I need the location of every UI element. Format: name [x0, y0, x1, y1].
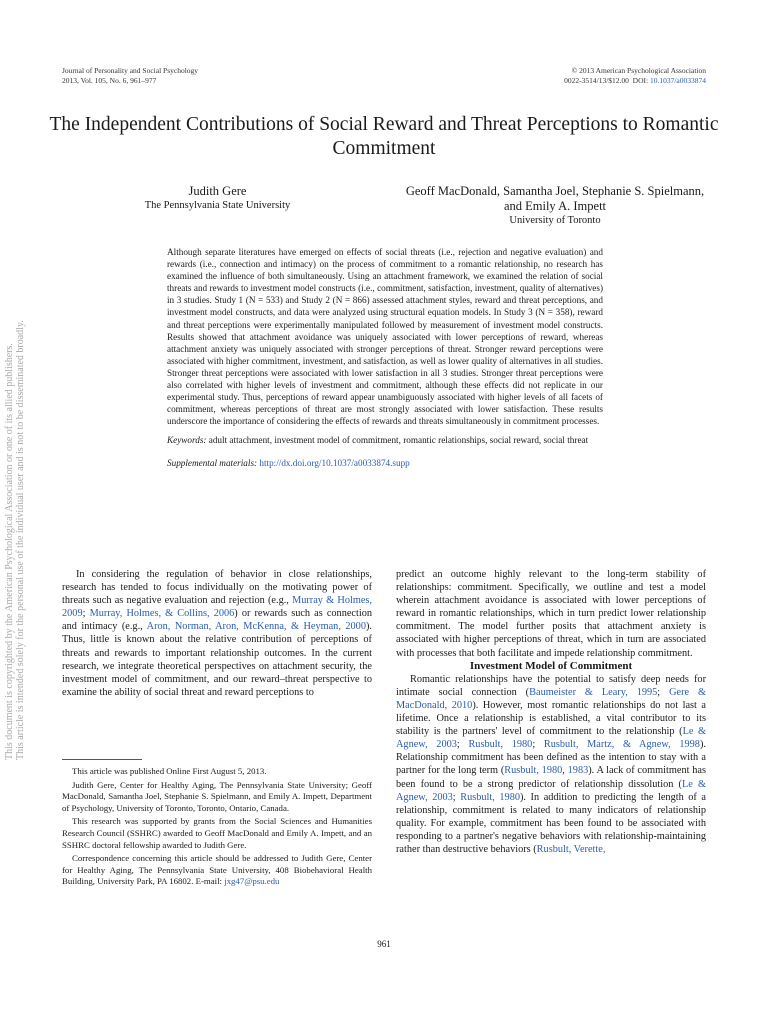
supplemental-link[interactable]: http://dx.doi.org/10.1037/a0033874.supp [259, 457, 410, 468]
citation-link[interactable]: Gere & MacDonald, 2010 [396, 686, 707, 711]
citation-link[interactable]: Murray, Holmes, & Collins, 2006 [89, 608, 235, 620]
footnote: This article was published Online First August 5, 2013. [72, 766, 267, 776]
author-names: Judith Gere [188, 184, 247, 198]
copyright-line: © 2013 American Psychological Association [571, 66, 706, 75]
citation-link[interactable]: Murray & Holmes, 2009 [62, 595, 372, 620]
keywords-label: Keywords: [167, 435, 207, 446]
footnote-text: Correspondence concerning this article should be addressed to Judith Gere, Center for Healthy Aging, The Pennsylvania State University, 408 Biobehavioral Health Building, University Park, PA 16802. E-mail: [62, 853, 372, 887]
footnote-divider [62, 759, 142, 760]
author-affiliation: University of Toronto [509, 215, 601, 226]
article-title: The Independent Contributions of Social Reward and Threat Perceptions to Romantic Commitment [49, 114, 719, 159]
footnote [62, 853, 372, 888]
body-text: ). A lack of commitment has been found to be a strong predictor of relationship dissolution ( [396, 765, 706, 790]
body-text: Romantic relationships have the potential to satisfy deep needs for intimate social connection ( [396, 673, 706, 698]
body-paragraph: predict an outcome highly relevant to the long-term stability of relationships: commitment. Specifically, we outline and test a model wherein attachment avoidance is associated with lower perceptions of reward in romantic relationships, which in turn predict lower relationship commitment. The model further posits that attachment anxiety is associated with higher perceptions of threat, which in turn are associated with processes that both facilitate and impede relationship commitment. [396, 569, 706, 659]
citation-link[interactable]: Rusbult, 1980 [460, 791, 520, 803]
supplemental-materials [167, 457, 603, 469]
body-text: ). In addition to predicting the length of a relationship, commitment is related to many indicators of relationship quality. For example, commitment has been found to be associated with responding to a partner's negative behaviors with relationship-maintaining rather than destructive behaviors ( [396, 791, 706, 855]
citation-link[interactable]: Rusbult, 1980 [504, 765, 563, 777]
page-number: 961 [377, 939, 391, 949]
body-text: In considering the regulation of behavior in close relationships, research has tended to focus individually on the motivating power of threats such as negative evaluation and rejection (e.g., [62, 569, 372, 607]
issn-doi-line [406, 76, 706, 86]
body-text: ; [532, 739, 544, 751]
body-text: ). Thus, little is known about the relative contribution of perceptions of threats and rewards to important relationship outcomes. In the current research, we integrate theoretical perspectives on attachment security, the investment model of commitment, and our reward–threat perspective to examine the ability of social threat and reward perceptions to [62, 621, 372, 698]
section-heading: Investment Model of Commitment [469, 659, 633, 672]
body-column-left [62, 568, 372, 699]
footnote: Judith Gere, Center for Healthy Aging, The Pennsylvania State University; Geoff MacDonald, Samantha Joel, Stephanie S. Spielmann, and Emily A. Impett, Department of Psychology, University of Toronto, Toronto, Ontario, Canada. [62, 779, 372, 813]
body-text: ; [82, 608, 90, 620]
keywords [167, 434, 603, 446]
citation-link[interactable]: Rusbult, Verette, [536, 843, 606, 855]
abstract-body: Although separate literatures have emerged on effects of social threats (i.e., rejection and negative evaluation) and rewards (i.e., connection and intimacy) on the process of commitment to a romantic relationship, no research has examined the influence of both simultaneously. Using an attachment framework, we examined the relation of social threats and rewards to investment model constructs (i.e., commitment, satisfaction, investment, quality of alternatives) in 3 studies. Study 1 (N = 533) and Study 2 (N = 866) assessed attachment styles, reward and threat perceptions, and investment model constructs, and data were analyzed using structural equation models. In Study 3 (N = 358), reward and threat perceptions were experimentally manipulated followed by measurement of investment model constructs. Results showed that attachment avoidance was uniquely associated with lower perceptions of reward, whereas attachment anxiety was uniquely associated with stronger perceptions of threat. Stronger reward perceptions were associated with higher commitment, investment, and satisfaction, as well as lower quality of alternatives in all studies. Stronger threat perceptions were associated with lower satisfaction in all 3 studies. Stronger threat perceptions were also correlated with higher levels of investment and commitment, although these effects did not replicate in our experimental study. Thus, perceptions of reward appear unambiguously associated with higher levels of all facets of commitment, whereas perceptions of threat are most strongly associated with lower satisfaction. These results underscore the importance of considering the effects of rewards and threats simultaneously in commitment processes. [167, 247, 603, 427]
body-text: ; [657, 686, 670, 698]
citation-link[interactable]: Rusbult, 1980 [468, 739, 533, 751]
running-header-left [62, 66, 322, 85]
sidebar-line: This document is copyrighted by the American Psychological Association or one of its allied publishers. [4, 343, 15, 760]
abstract [167, 246, 603, 469]
body-text: ; [452, 791, 461, 803]
body-paragraph [62, 568, 372, 699]
body-paragraph [396, 673, 706, 856]
running-header-right [406, 66, 706, 85]
citation-link[interactable]: Baumeister & Leary, 1995 [529, 686, 658, 698]
author-block-2 [400, 184, 710, 227]
footnote: This research was supported by grants from the Social Sciences and Humanities Research Council (SSHRC) awarded to Geoff MacDonald and Emily A. Impett, and an SSHRC doctoral fellowship awarded to Judith Gere. [62, 816, 372, 850]
keywords-list: adult attachment, investment model of commitment, romantic relationships, social reward, social threat [208, 435, 589, 446]
journal-volume: 2013, Vol. 105, No. 6, 961–977 [62, 75, 157, 85]
body-text: ) or rewards such as connection and intimacy (e.g., [62, 608, 373, 633]
journal-name: Journal of Personality and Social Psychology [62, 66, 199, 75]
body-text: , [562, 765, 568, 777]
issn: 0022-3514/13/$12.00 [564, 75, 629, 85]
citation-link[interactable]: 1983 [567, 765, 589, 777]
supplemental-label: Supplemental materials: [167, 457, 258, 468]
author-affiliation: The Pennsylvania State University [144, 200, 291, 211]
email-link[interactable]: jxg47@psu.edu [224, 876, 280, 887]
body-text: ). Relationship commitment has been defined as the intention to stay with a partner for the long term ( [396, 739, 706, 777]
author-names: Geoff MacDonald, Samantha Joel, Stephanie S. Spielmann, and Emily A. Impett [405, 184, 705, 213]
citation-link[interactable]: Le & Agnew, 2003 [396, 778, 706, 803]
author-block-1 [110, 184, 325, 212]
citation-link[interactable]: Rusbult, Martz, & Agnew, 1998 [543, 739, 700, 751]
doi-link[interactable]: 10.1037/a0033874 [649, 75, 706, 85]
body-text: ). However, most romantic relationships do not last a lifetime. Once a relationship is established, a vital contributor to its stability is the partners' level of commitment to the relationship ( [396, 699, 706, 738]
citation-link[interactable]: Aron, Norman, Aron, McKenna, & Heyman, 2000 [146, 621, 366, 633]
citation-link[interactable]: Le & Agnew, 2003 [396, 726, 706, 751]
footnotes [62, 766, 372, 890]
sidebar-line: This article is intended solely for the personal use of the individual user and is not to be disseminated broadly. [15, 320, 26, 760]
body-column-right [396, 568, 706, 856]
doi-label: DOI: [632, 75, 649, 85]
body-text: ; [456, 739, 469, 751]
